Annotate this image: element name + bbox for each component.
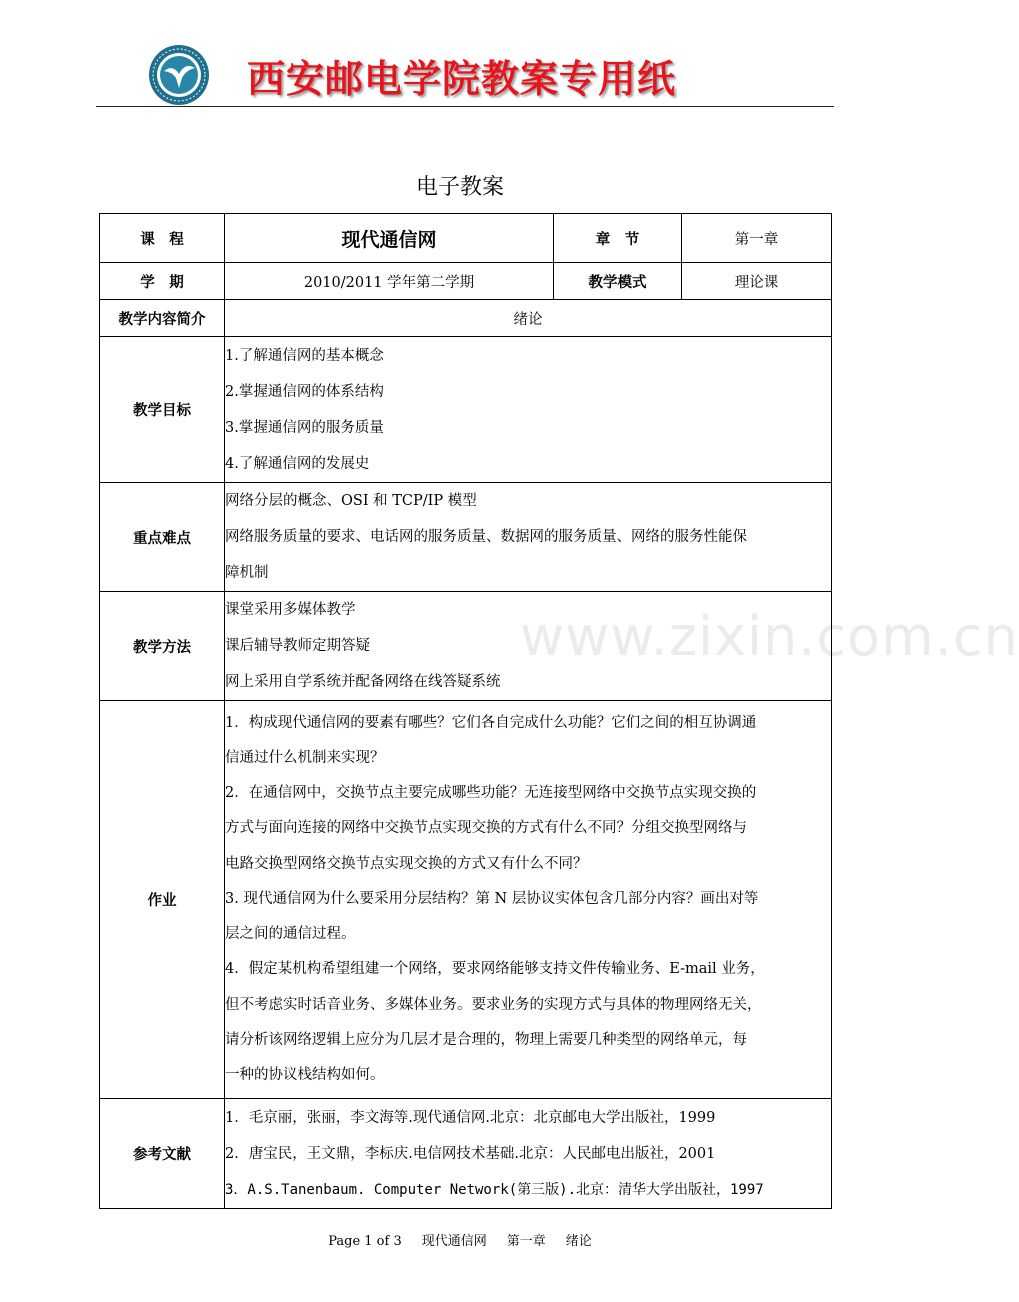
key-points-cell <box>225 483 832 592</box>
document-title: 电子教案 <box>415 175 504 200</box>
table-row <box>100 300 832 337</box>
list-item: 3．A.S.Tanenbaum. Computer Network(第三版).北京：清华大学出版社，1997 <box>225 1181 764 1198</box>
page-footer <box>0 1230 920 1249</box>
table-row <box>100 263 832 300</box>
list-item: 一种的协议栈结构如何。 <box>225 1066 385 1083</box>
list-item: 2．唐宝民，王文鼎，李标庆.电信网技术基础.北京：人民邮电出版社，2001 <box>225 1145 716 1162</box>
header-divider <box>96 106 834 107</box>
table-row <box>100 337 832 483</box>
list-item: 网络分层的概念、OSI 和 TCP/IP 模型 <box>225 493 477 509</box>
homework-cell <box>225 701 832 1099</box>
mode-value: 理论课 <box>682 263 832 300</box>
school-title: 西安邮电学院教案专用纸 <box>247 57 677 101</box>
homework-label: 作业 <box>100 701 225 1099</box>
chapter-label: 章 节 <box>554 214 682 263</box>
lesson-plan-table <box>99 213 832 1209</box>
footer-topic: 绪论 <box>565 1234 592 1249</box>
page-number: Page 1 of 3 <box>328 1234 402 1249</box>
course-label: 课 程 <box>100 214 225 263</box>
list-item: 4.了解通信网的发展史 <box>225 455 370 472</box>
list-item: 3. 现代通信网为什么要采用分层结构？第 N 层协议实体包含几部分内容？画出对等 <box>225 890 759 907</box>
term-value: 2010/2011 学年第二学期 <box>225 263 554 300</box>
list-item: 网络服务质量的要求、电话网的服务质量、数据网的服务质量、网络的服务性能保 <box>225 529 747 545</box>
methods-label: 教学方法 <box>100 592 225 701</box>
table-row <box>100 214 832 263</box>
table-row <box>100 483 832 592</box>
list-item: 1．构成现代通信网的要素有哪些？它们各自完成什么功能？它们之间的相互协调通 <box>225 714 757 731</box>
intro-value: 绪论 <box>225 300 832 337</box>
list-item: 方式与面向连接的网络中交换节点实现交换的方式有什么不同？分组交换型网络与 <box>225 820 747 837</box>
list-item: 网上采用自学系统并配备网络在线答疑系统 <box>225 674 501 690</box>
list-item: 障机制 <box>225 565 269 581</box>
goals-label: 教学目标 <box>100 337 225 483</box>
methods-cell <box>225 592 832 701</box>
list-item: 1．毛京丽，张丽，李文海等.现代通信网.北京：北京邮电大学出版社，1999 <box>225 1109 716 1126</box>
list-item: 2．在通信网中，交换节点主要完成哪些功能？无连接型网络中交换节点实现交换的 <box>225 785 757 802</box>
list-item: 层之间的通信过程。 <box>225 926 356 943</box>
goals-cell <box>225 337 832 483</box>
university-seal-icon <box>148 44 210 106</box>
page-header <box>0 0 920 110</box>
list-item: 信通过什么机制来实现？ <box>225 750 385 767</box>
list-item: 请分析该网络逻辑上应分为几层才是合理的，物理上需要几种类型的网络单元，每 <box>225 1031 747 1048</box>
key-points-label: 重点难点 <box>100 483 225 592</box>
mode-label: 教学模式 <box>554 263 682 300</box>
footer-chapter: 第一章 <box>506 1234 546 1249</box>
list-item: 课堂采用多媒体教学 <box>225 602 356 618</box>
footer-course: 现代通信网 <box>421 1234 487 1249</box>
references-cell <box>225 1099 832 1209</box>
term-label: 学 期 <box>100 263 225 300</box>
table-row <box>100 592 832 701</box>
watermark: www.zixin.com.cn <box>520 605 1019 668</box>
table-row <box>100 701 832 1099</box>
list-item: 课后辅导教师定期答疑 <box>225 638 370 654</box>
list-item: 2.掌握通信网的体系结构 <box>225 383 384 400</box>
chapter-value: 第一章 <box>682 214 832 263</box>
list-item: 1.了解通信网的基本概念 <box>225 347 384 364</box>
list-item: 电路交换型网络交换节点实现交换的方式又有什么不同？ <box>225 855 588 872</box>
list-item: 4．假定某机构希望组建一个网络，要求网络能够支持文件传输业务、E-mail 业务， <box>225 961 765 978</box>
course-value: 现代通信网 <box>225 214 554 263</box>
list-item: 3.掌握通信网的服务质量 <box>225 419 384 436</box>
intro-label: 教学内容简介 <box>100 300 225 337</box>
references-label: 参考文献 <box>100 1099 225 1209</box>
table-row <box>100 1099 832 1209</box>
list-item: 但不考虑实时话音业务、多媒体业务。要求业务的实现方式与具体的物理网络无关， <box>225 996 762 1013</box>
